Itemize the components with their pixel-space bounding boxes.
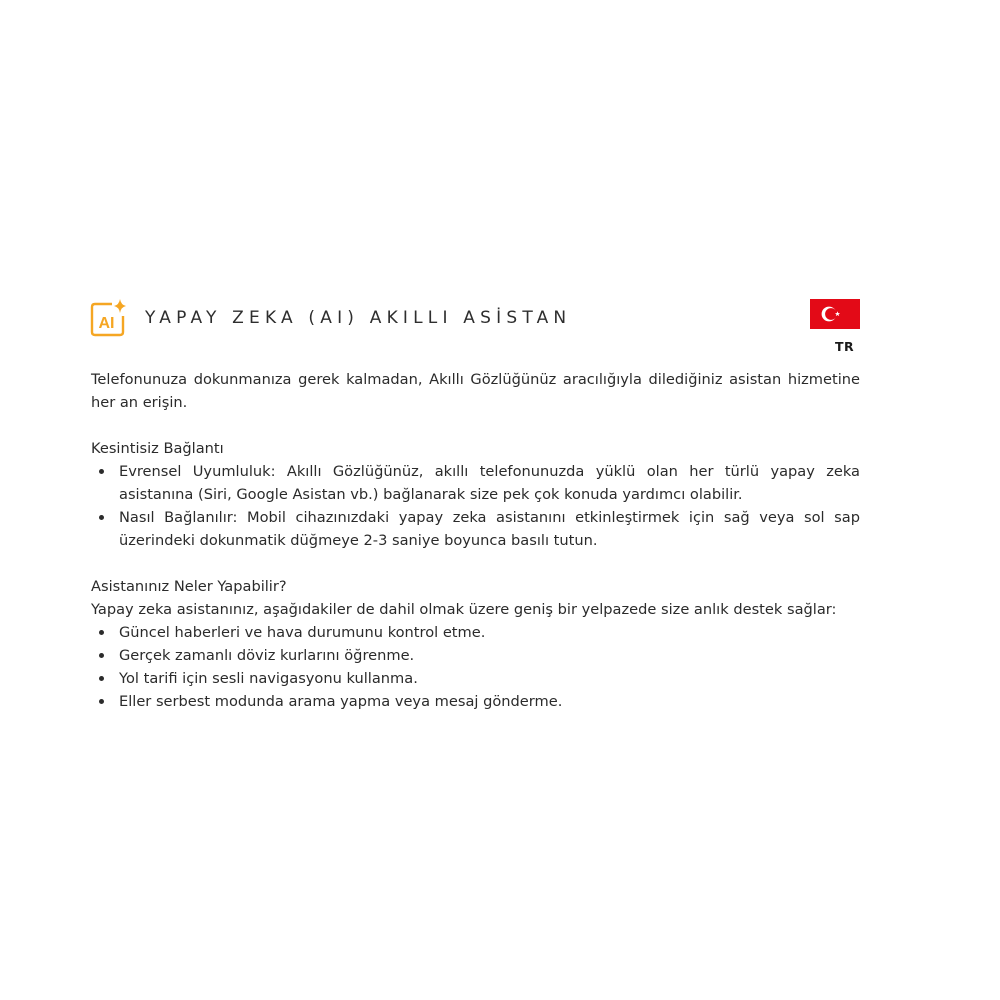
list-item: Güncel haberleri ve hava durumunu kontrol etme. (119, 621, 860, 644)
spacer (91, 552, 860, 575)
ai-sparkle-icon (89, 298, 129, 338)
spacer (91, 414, 860, 437)
section2-heading: Asistanınız Neler Yapabilir? (91, 578, 287, 595)
section1-list (91, 460, 860, 552)
list-item: Evrensel Uyumluluk: Akıllı Gözlüğünüz, akıllı telefonunuzda yüklü olan her türlü yapay zeka asistanına (Siri, Google Asistan vb.) bağlanarak size pek çok konuda yardımcı olabilir. (119, 460, 860, 506)
language-code: TR (835, 339, 854, 354)
section2-intro: Yapay zeka asistanınız, aşağıdakiler de dahil olmak üzere geniş bir yelpazede size anlık destek sağlar: (91, 601, 837, 618)
page-title: YAPAY ZEKA (AI) AKILLI ASİSTAN (145, 308, 572, 328)
list-item: Eller serbest modunda arama yapma veya mesaj gönderme. (119, 690, 860, 713)
ai-icon-text: AI (98, 315, 115, 332)
list-item: Yol tarifi için sesli navigasyonu kullanma. (119, 667, 860, 690)
document-body (91, 368, 860, 713)
page-header (89, 298, 860, 358)
list-item: Gerçek zamanlı döviz kurlarını öğrenme. (119, 644, 860, 667)
section2-list (91, 621, 860, 713)
intro-paragraph: Telefonunuza dokunmanıza gerek kalmadan, Akıllı Gözlüğünüz aracılığıyla dilediğiniz asistan hizmetine her an erişin. (91, 371, 860, 411)
list-item: Nasıl Bağlanılır: Mobil cihazınızdaki yapay zeka asistanını etkinleştirmek için sağ veya sol sap üzerindeki dokunmatik düğmeye 2-3 saniye boyunca basılı tutun. (119, 506, 860, 552)
turkey-flag-icon (810, 299, 860, 329)
section1-heading: Kesintisiz Bağlantı (91, 440, 224, 457)
